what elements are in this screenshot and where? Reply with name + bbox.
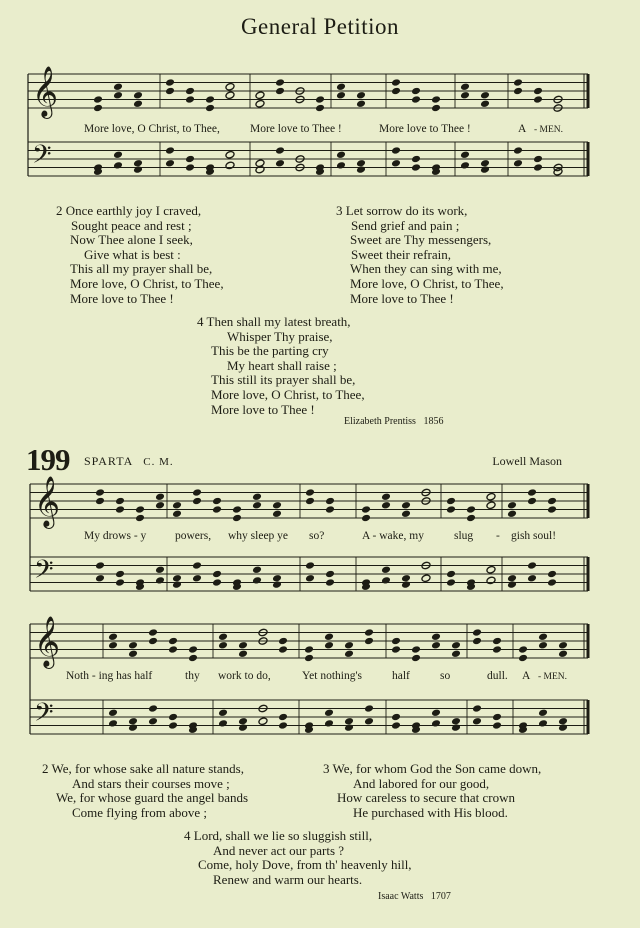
page-title: General Petition (240, 14, 400, 39)
svg-text:𝄢: 𝄢 (34, 698, 54, 734)
lyric-199-1h: gish soul! (511, 530, 557, 542)
lyric-198-a: More love, O Christ, to Thee, (84, 123, 220, 135)
lyric-199-2b: thy (185, 670, 200, 682)
lyric-198-b: More love to Thee ! (379, 123, 471, 135)
hymn-number: 199 (26, 442, 70, 477)
stanza-198-3: 3 Let sorrow do its work, Send grief and pain ; Sweet are Thy messengers, Sweet their refrain, When they can sing with me, More love, O Christ, to Thee, More love to Thee ! (336, 203, 504, 306)
lyric-199-2i: - MEN. (538, 672, 568, 682)
lyric-199-1c: why sleep ye (228, 530, 289, 542)
stanza-198-4: 4 Then shall my latest breath, Whisper Thy praise, This be the parting cry My heart shall raise ; This still its prayer shall be, More love, O Christ, to Thee, More love to Thee ! (197, 314, 365, 417)
stanza-199-3: 3 We, for whom God the Son came down, And labored for our good, How careless to secure that crown He purchased with His blood. (323, 761, 542, 820)
composer: Lowell Mason (492, 454, 562, 468)
stanza-199-2: 2 We, for whose sake all nature stands, And stars their courses move ; We, for whose guard the angel bands Come flying from above ; (42, 761, 249, 820)
lyric-198-d: - MEN. (534, 125, 564, 135)
lyric-199-2f: so (440, 670, 451, 682)
lyric-199-1b: powers, (175, 530, 212, 542)
lyric-199-2c: work to do, (218, 670, 271, 682)
svg-text:𝄢: 𝄢 (34, 555, 54, 591)
lyric-199-1d: so? (309, 530, 325, 542)
svg-text:𝄞: 𝄞 (34, 616, 61, 667)
stanza-199-4: 4 Lord, shall we lie so sluggish still, And never act our parts ? Come, holy Dove, from th' heavenly hill, Renew and warm our hearts. (184, 828, 412, 887)
lyric-198-c: A (518, 123, 527, 135)
lyric-199-2e: half (392, 670, 410, 682)
lyric-199-1g: - (496, 530, 500, 542)
author-199: Isaac Watts 1707 (378, 891, 451, 902)
svg-text:𝄞: 𝄞 (34, 476, 61, 527)
stanza-198-2: 2 Once earthly joy I craved, Sought peace and rest ; Now Thee alone I seek, Give what is best : This all my prayer shall be, More love, O Christ, to Thee, More love to Thee ! (56, 203, 224, 306)
lyric-199-2a: Noth - ing has half (66, 670, 153, 682)
lyric-199-2d: Yet nothing's (302, 670, 363, 682)
lyric-199-1f: slug (454, 530, 474, 542)
lyric-199-1e: A - wake, my (362, 530, 424, 542)
svg-text:𝄞: 𝄞 (32, 66, 59, 117)
lyric-198-e: More love to Thee ! (250, 123, 342, 135)
lyric-199-1a: My drows - y (84, 530, 147, 542)
lyric-199-2h: A (522, 670, 531, 682)
tune-name: SPARTA C. M. (84, 454, 174, 468)
author-198: Elizabeth Prentiss 1856 (344, 416, 444, 427)
svg-text:𝄢: 𝄢 (32, 140, 52, 176)
lyric-199-2g: dull. (487, 670, 508, 682)
